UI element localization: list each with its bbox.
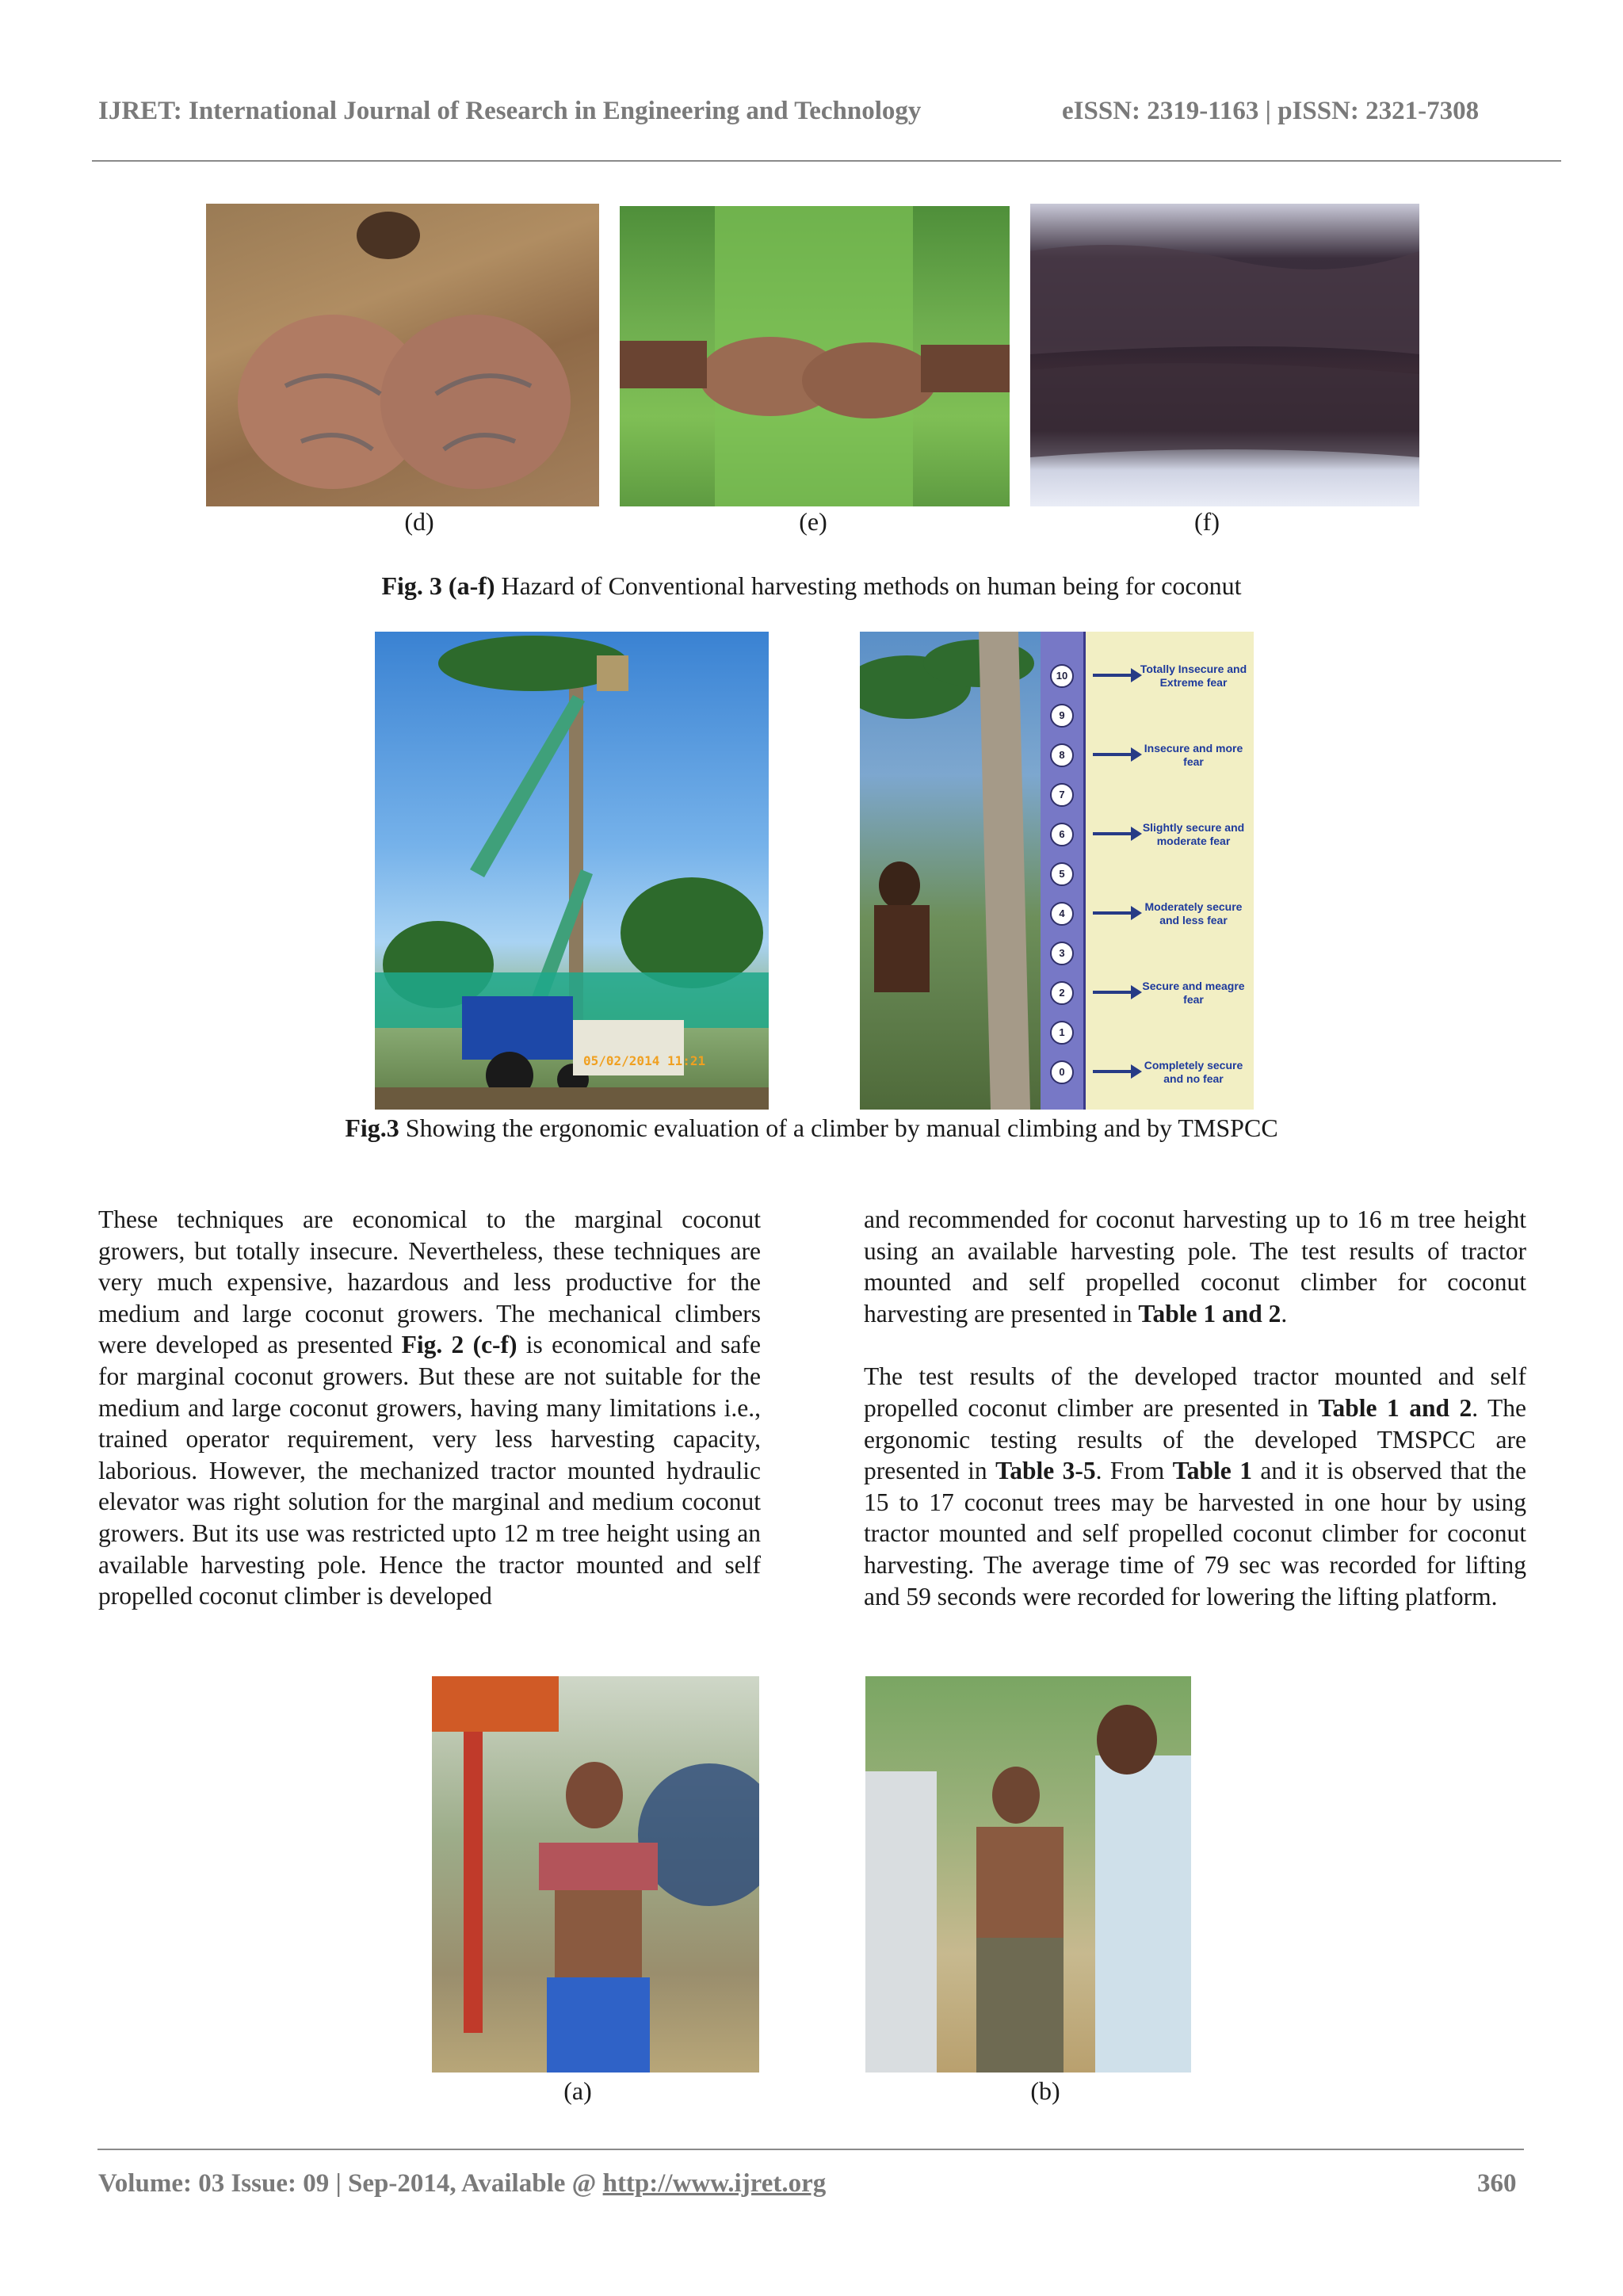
paragraph: The test results of the developed tractor mounted and self propelled coconut climber are presented in Table 1 and 2. The ergonomic testing results of the developed TMSPCC are presented in Table 3-5. From Table 1 and it is observed that the 15 to 17 coconut trees may be harvested in one hour by using tractor mounted and self propelled coconut climber for coconut harvesting. The average time of 79 sec was recorded for lifting and 59 seconds were recorded for lowering the lifting platform. [864, 1362, 1526, 1610]
scale-number: 5 [1050, 862, 1074, 886]
fig3-ergonomic-caption-text: Showing the ergonomic evaluation of a climber by manual climbing and by TMSPCC [399, 1114, 1278, 1142]
photo-tmspcc-machine [375, 632, 769, 1110]
label-b: (b) [1030, 2076, 1060, 2105]
body-left-column [98, 1204, 761, 1612]
scale-label: Secure and meagre fear [1142, 980, 1245, 1006]
scale-arrow [1093, 674, 1134, 677]
scale-number: 7 [1050, 783, 1074, 807]
photo-hands-palms [206, 204, 599, 506]
scale-number: 1 [1050, 1021, 1074, 1045]
journal-link[interactable]: http://www.ijret.org [602, 2169, 827, 2198]
header-rule [92, 160, 1561, 162]
scale-arrow [1093, 753, 1134, 756]
footer-volume: Volume: 03 Issue: 09 | Sep-2014, Available @ http://www.ijret.org [98, 2169, 827, 2198]
scale-number: 0 [1050, 1060, 1074, 1084]
photo-subject-assisted [865, 1676, 1191, 2073]
fig3-af-caption [0, 571, 1623, 601]
label-f: (f) [1194, 507, 1220, 536]
scale-number: 4 [1050, 902, 1074, 926]
body-right-column [864, 1204, 1526, 1612]
page-number: 360 [1477, 2169, 1517, 2198]
paragraph: These techniques are economical to the marginal coconut growers, but totally insecure. Nevertheless, these techniques are very much expensive, hazardous and less productive for the medium and large coconut growers. The mechanical climbers were developed as presented Fig. 2 (c-f) is economical and safe for marginal coconut growers. But these are not suitable for the medium and large coconut growers, having many limitations i.e., trained operator requirement, very less harvesting capacity, laborious. However, the mechanized tractor mounted hydraulic elevator was right solution for the marginal and medium coconut growers. But its use was restricted upto 12 m tree height using an available harvesting pole. Hence the tractor mounted and self propelled coconut climber is developed [98, 1205, 761, 1610]
scale-label: Moderately secure and less fear [1144, 900, 1243, 926]
paragraph: and recommended for coconut harvesting up to 16 m tree height using an available harvesting pole. The test results of tractor mounted and self propelled coconut climber for coconut harvesting are presented in Table 1 and 2. [864, 1205, 1526, 1328]
scale-number: 9 [1050, 704, 1074, 728]
scale-label: Totally Insecure and Extreme fear [1140, 663, 1247, 689]
scale-label: Slightly secure and moderate fear [1142, 821, 1245, 847]
scale-number: 10 [1050, 664, 1074, 688]
fig3-af-caption-text: Hazard of Conventional harvesting methods on human being for coconut [495, 571, 1242, 600]
scale-number: 6 [1050, 823, 1074, 846]
fig3-af-caption-bold: Fig. 3 (a-f) [381, 571, 495, 600]
scale-arrow [1093, 1070, 1134, 1073]
scale-arrow [1093, 911, 1134, 915]
scale-number: 3 [1050, 942, 1074, 965]
photo-knuckles [620, 206, 1010, 506]
footer-rule [97, 2149, 1524, 2150]
photo-manual-climber [860, 632, 1042, 1110]
issn: eISSN: 2319-1163 | pISSN: 2321-7308 [1062, 97, 1480, 125]
scale-arrow [1093, 832, 1134, 835]
scale-label: Insecure and more fear [1144, 742, 1243, 768]
fig3-ergonomic-caption-bold: Fig.3 [345, 1114, 399, 1142]
photo-subject-front [432, 1676, 759, 2073]
label-e: (e) [799, 507, 827, 536]
fig3-ergonomic-caption [0, 1114, 1623, 1143]
scale-label: Completely secure and no fear [1144, 1059, 1243, 1085]
label-a: (a) [563, 2076, 592, 2105]
photo-legs-skin [1030, 204, 1419, 506]
label-d: (d) [404, 507, 434, 536]
photo-timestamp: 05/02/2014 11:21 [583, 1053, 706, 1068]
scale-number: 8 [1050, 743, 1074, 767]
fear-scale-divider [1083, 632, 1086, 1110]
scale-arrow [1093, 991, 1134, 994]
scale-number: 2 [1050, 981, 1074, 1005]
journal-title: IJRET: International Journal of Research in Engineering and Technology [98, 97, 922, 125]
